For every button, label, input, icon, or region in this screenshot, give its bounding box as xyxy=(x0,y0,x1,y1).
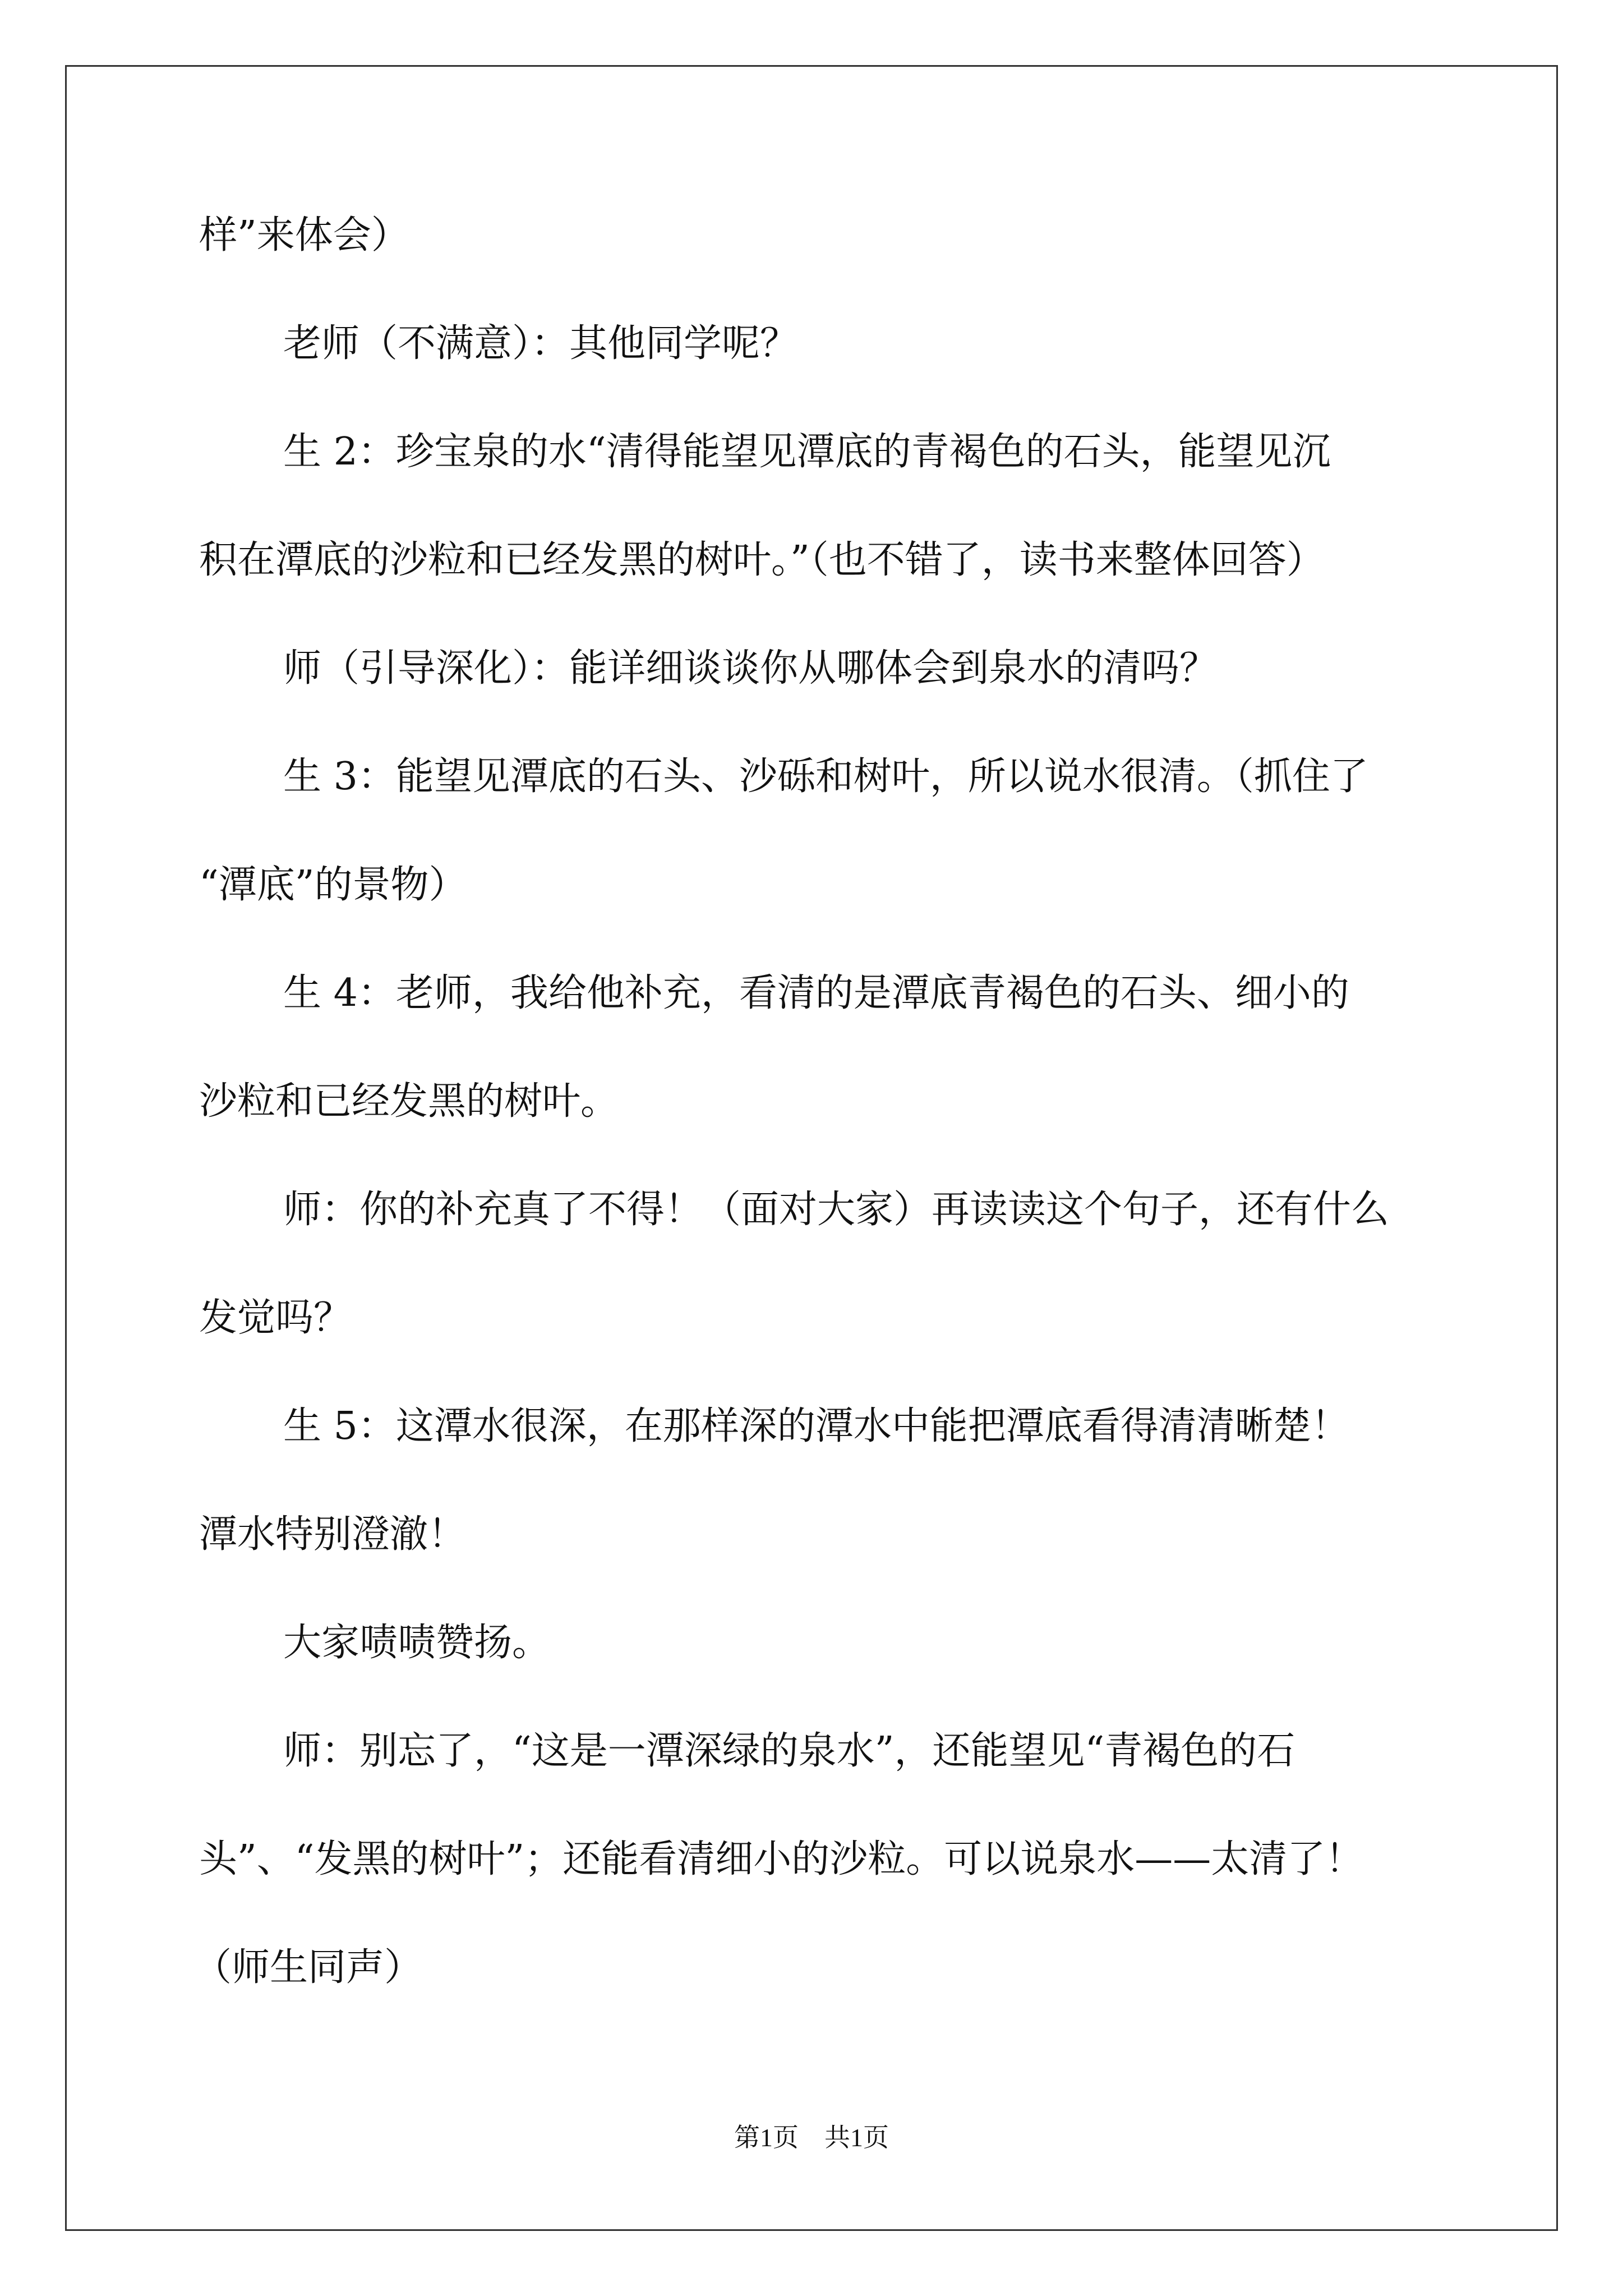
page-total: 共1页 xyxy=(824,2123,889,2152)
page-number: 第1页 xyxy=(734,2123,799,2152)
text-line: “潭底”的景物） xyxy=(199,863,467,907)
page-border xyxy=(65,65,1558,2231)
text-line: 头”、“发黑的树叶”；还能看清细小的沙粒。可以说泉水——太清了！ xyxy=(199,1837,1364,1881)
text-line: 师：别忘了，“这是一潭深绿的泉水”，还能望见“青褐色的石 xyxy=(283,1729,1295,1773)
text-line: 师：你的补充真了不得！（面对大家）再读读这个句子，还有什么 xyxy=(283,1188,1390,1232)
text-line: 生 4：老师，我给他补充，看清的是潭底青褐色的石头、细小的 xyxy=(283,971,1349,1015)
text-line: 生 2：珍宝泉的水“清得能望见潭底的青褐色的石头，能望见沉 xyxy=(283,430,1331,474)
text-line: 师（引导深化）：能详细谈谈你从哪体会到泉水的清吗？ xyxy=(283,646,1218,691)
text-line: 生 5：这潭水很深，在那样深的潭水中能把潭底看得清清晰楚！ xyxy=(283,1404,1349,1448)
text-line: 样”来体会） xyxy=(199,213,409,257)
text-line: 潭水特别澄澈！ xyxy=(199,1512,467,1557)
page-footer xyxy=(0,2122,1623,2154)
text-line: （师生同声） xyxy=(193,1945,423,1990)
text-line: 生 3：能望见潭底的石头、沙砾和树叶，所以说水很清。（抓住了 xyxy=(283,754,1368,799)
text-line: 积在潭底的沙粒和已经发黑的树叶。”（也不错了，读书来整体回答） xyxy=(199,538,1325,582)
text-line: 沙粒和已经发黑的树叶。 xyxy=(199,1079,619,1124)
text-line: 老师（不满意）：其他同学呢？ xyxy=(283,321,799,366)
text-line: 大家啧啧赞扬。 xyxy=(283,1621,551,1665)
text-line: 发觉吗？ xyxy=(199,1296,352,1340)
